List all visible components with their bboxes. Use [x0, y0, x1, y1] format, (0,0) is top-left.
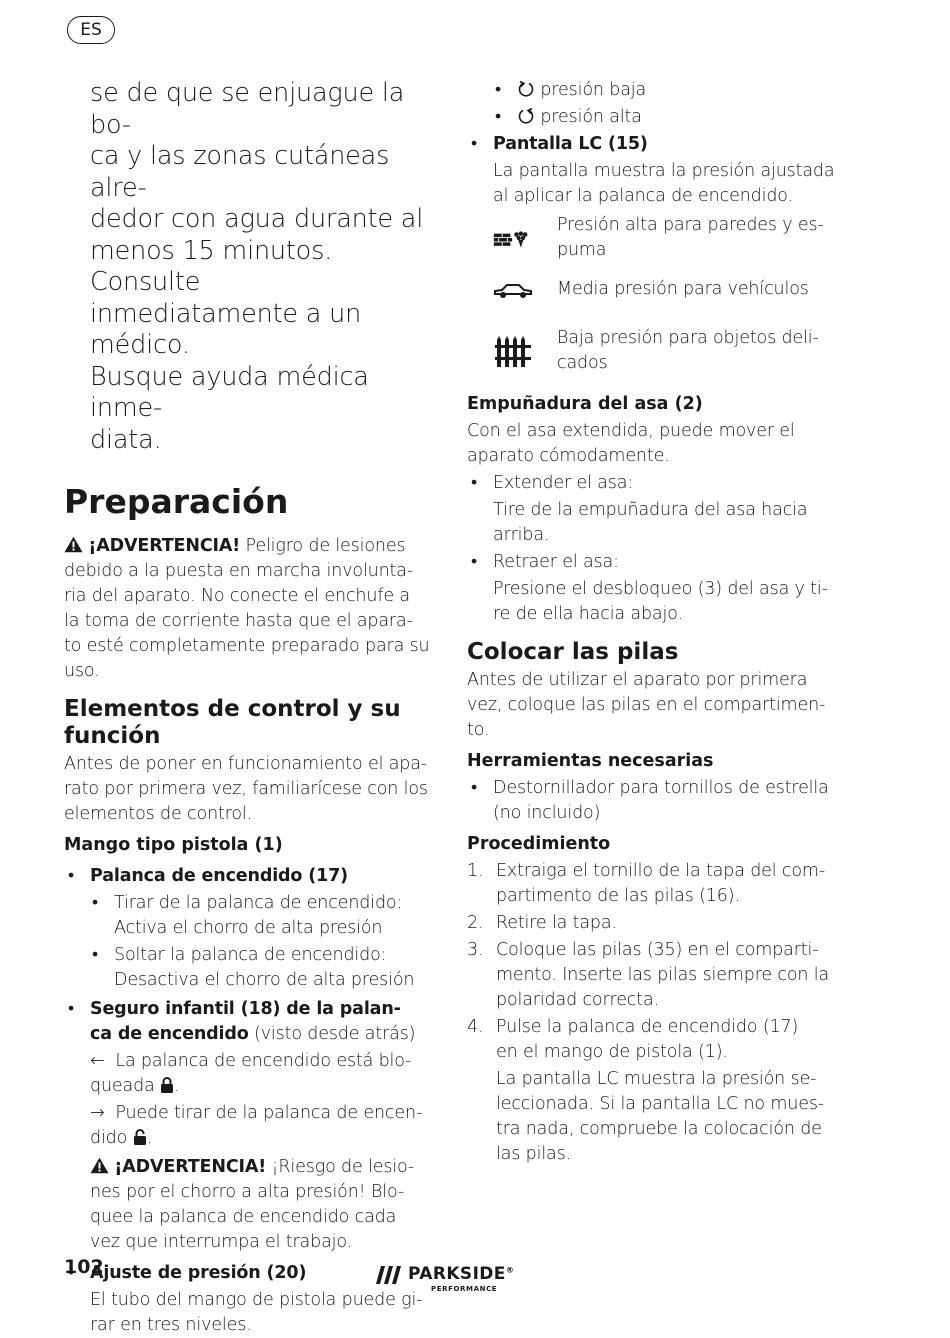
text-line: rar en tres niveles.: [90, 1315, 252, 1335]
text-line: Con el asa extendida, puede mover el: [467, 421, 795, 441]
text-line: leccionada. Si la pantalla LC no mues-: [496, 1094, 824, 1114]
text-line: Activa el chorro de alta presión: [114, 918, 383, 938]
warning-triangle-icon: [64, 536, 83, 553]
text-line: Puede tirar de la palanca de encen-: [115, 1103, 423, 1123]
mode-row: [493, 213, 837, 263]
subheading-mango: Mango tipo pistola (1): [64, 835, 283, 855]
text-line: Retire la tapa.: [496, 913, 617, 933]
car-icon: [493, 279, 533, 301]
text-line: Media presión para vehículos: [557, 279, 809, 299]
text-line: presión baja: [540, 80, 647, 100]
text-line: ria del aparato. No conecte el enchufe a: [64, 586, 410, 606]
rotate-cw-icon: [517, 107, 535, 125]
numbered-step: [467, 911, 837, 936]
text-line: Elementos de control y su: [64, 696, 401, 722]
text-line: partimento de las pilas (16).: [496, 886, 740, 906]
text-line: inmediatamente a un médico.: [90, 298, 362, 360]
wall-foam-icon: [493, 225, 533, 251]
text-line: elementos de control.: [64, 804, 253, 824]
brand-stripes-icon: [376, 1266, 404, 1284]
list-item: [88, 943, 430, 993]
pantalla-block: [467, 132, 837, 209]
text-line: la toma de corriente hasta que el apara-: [64, 611, 413, 631]
text-line: La pantalla muestra la presión ajustada: [493, 161, 835, 181]
text-line: cados: [557, 353, 608, 373]
text-line: La pantalla LC muestra la presión se-: [496, 1069, 817, 1089]
item-title: ca de encendido: [90, 1024, 249, 1044]
left-column: [64, 78, 430, 1338]
list-item: [88, 891, 430, 941]
text-line: en el mango de pistola (1).: [496, 1042, 728, 1062]
step-number: 4.: [467, 1017, 484, 1037]
text-line: uso.: [64, 661, 100, 681]
text-line: La palanca de encendido está blo-: [115, 1051, 412, 1071]
text-line: polaridad correcta.: [496, 990, 659, 1010]
item-title: Palanca de encendido (17): [90, 866, 348, 886]
text-line: Antes de utilizar el aparato por primera: [467, 670, 808, 690]
text-line: Extraiga el tornillo de la tapa del com-: [496, 861, 825, 881]
mode-icon-slot: [493, 279, 533, 301]
right-column: [467, 78, 837, 1167]
item-title: Seguro infantil (18) de la palan-: [90, 999, 401, 1019]
text-line: función: [64, 723, 161, 749]
pressure-list: [467, 78, 837, 130]
text-line: quee la palanca de encendido cada: [90, 1207, 397, 1227]
text-line: Peligro de lesiones: [240, 536, 406, 556]
fence-icon: [495, 334, 531, 368]
text-line: ¡Riesgo de lesio-: [266, 1157, 415, 1177]
numbered-step: [467, 859, 837, 909]
lead-paragraph: [90, 78, 430, 456]
text-line: Antes de poner en funcionamiento el apa-: [64, 754, 427, 774]
text-line: queada: [90, 1076, 155, 1096]
numbered-step: [467, 938, 837, 1013]
procedimiento-list: [467, 859, 837, 1167]
text-line: (no incluido): [493, 803, 601, 823]
text-line: • Retraer el asa:: [493, 552, 619, 572]
section-title-preparacion: Preparación: [64, 482, 289, 521]
text-line: arriba.: [493, 525, 550, 545]
parkside-logo: [376, 1264, 526, 1298]
text-line: (visto desde atrás): [248, 1024, 416, 1044]
text-line: to.: [467, 720, 490, 740]
mode-text: [557, 326, 819, 376]
herramientas-list: [467, 776, 837, 826]
mode-text: [557, 213, 824, 263]
text-line: Busque ayuda médica inme-: [90, 361, 369, 423]
text-line: to esté completamente preparado para su: [64, 636, 430, 656]
warning-label: ¡ADVERTENCIA!: [114, 1157, 267, 1177]
text-line: Presione el desbloqueo (3) del asa y ti-: [493, 579, 828, 599]
text-line: vez, coloque las pilas en el compartimen-: [467, 695, 826, 715]
brand-name: [408, 1264, 514, 1284]
section-title-pilas: Colocar las pilas: [467, 639, 679, 665]
text-line: ca y las zonas cutáneas alre-: [90, 141, 390, 203]
mode-icon-slot: [493, 334, 533, 368]
arrow-left-icon: ←: [90, 1051, 105, 1071]
text-line: al aplicar la palanca de encendido.: [493, 186, 793, 206]
warning-label: ¡ADVERTENCIA!: [88, 536, 241, 556]
step-number: 2.: [467, 913, 484, 933]
subheading-empunadura: Empuñadura del asa (2): [467, 394, 703, 414]
warning-triangle-icon: [90, 1157, 109, 1174]
text-line: • Soltar la palanca de encendido:: [114, 945, 387, 965]
arrow-right-icon: →: [90, 1103, 105, 1123]
text-line: rato por primera vez, familiarícese con los: [64, 779, 428, 799]
text-line: • Extender el asa:: [493, 473, 634, 493]
intro-paragraph: [64, 752, 430, 827]
list-item: • Seguro infantil (18) de la palan- ca de encendido (visto desde atrás) ← La palanca de encendido está blo- queada . → Puede tirar de la palanca de encen- dido . ¡ADVERTENCIA! ¡Riesgo de lesio- nes por el chorro a alta presión! Blo- quee la palanca de encendido cada vez que interrumpa el trabajo.: [64, 997, 430, 1255]
text-line: menos 15 minutos. Consulte: [90, 235, 333, 297]
lock-closed-icon: [160, 1076, 174, 1094]
text-line: presión alta: [540, 107, 642, 127]
text-line: Presión alta para paredes y es-: [557, 215, 824, 235]
pilas-intro: [467, 668, 837, 743]
list-item: [491, 105, 837, 130]
mode-icon-slot: [493, 225, 533, 251]
text-line: Desactiva el chorro de alta presión: [114, 970, 415, 990]
text-line: dido: [90, 1128, 128, 1148]
list-item: [64, 864, 430, 889]
brand-text: PARKSIDE: [408, 1264, 506, 1284]
mode-list: [467, 213, 837, 376]
mode-row: [493, 326, 837, 376]
text-line: las pilas.: [496, 1144, 572, 1164]
text-line: dedor con agua durante al: [90, 204, 424, 234]
subheading-herramientas: Herramientas necesarias: [467, 751, 714, 771]
text-line: • Destornillador para tornillos de estrella: [493, 778, 829, 798]
rotate-ccw-icon: [517, 80, 535, 98]
text-line: Pulse la palanca de encendido (17): [496, 1017, 799, 1037]
language-badge: ES: [67, 16, 115, 44]
text-line: vez que interrumpa el trabajo.: [90, 1232, 353, 1252]
text-line: Baja presión para objetos deli-: [557, 328, 819, 348]
list-item: [467, 132, 837, 157]
item-title: Pantalla LC (15): [493, 134, 648, 154]
step-number: 3.: [467, 940, 484, 960]
list-item: [491, 78, 837, 103]
mode-text: [557, 277, 809, 302]
lock-open-icon: [133, 1128, 147, 1146]
text-line: puma: [557, 240, 607, 260]
empunadura-block: [467, 419, 837, 627]
list-item: [467, 776, 837, 826]
item-title: Ajuste de presión (20): [90, 1263, 307, 1283]
list-item: [467, 550, 837, 627]
list-item: [467, 471, 837, 548]
text-line: se de que se enjuague la bo-: [90, 78, 405, 140]
brand-subline: PERFORMANCE: [431, 1285, 498, 1293]
text-line: El tubo del mango de pistola puede gi-: [90, 1290, 423, 1310]
section-title-elementos: [64, 696, 430, 750]
text-line: re de ella hacia abajo.: [493, 604, 683, 624]
text-line: diata.: [90, 424, 162, 455]
text-line: • Tirar de la palanca de encendido:: [114, 893, 403, 913]
text-line: Tire de la empuñadura del asa hacia: [493, 500, 808, 520]
warning-paragraph: [64, 534, 430, 684]
brand-registered: ®: [505, 1265, 515, 1275]
text-line: Coloque las pilas (35) en el comparti-: [496, 940, 819, 960]
text-line: debido a la puesta en marcha involunta-: [64, 561, 414, 581]
text-line: aparato cómodamente.: [467, 446, 670, 466]
text-line: mento. Inserte las pilas siempre con la: [496, 965, 830, 985]
text-line: nes por el chorro a alta presión! Blo-: [90, 1182, 405, 1202]
subheading-procedimiento: Procedimiento: [467, 834, 611, 854]
numbered-step: [467, 1015, 837, 1167]
text-line: tra nada, compruebe la colocación de: [496, 1119, 822, 1139]
mode-row: [493, 277, 837, 302]
page-number: 102: [64, 1256, 104, 1278]
step-number: 1.: [467, 861, 484, 881]
